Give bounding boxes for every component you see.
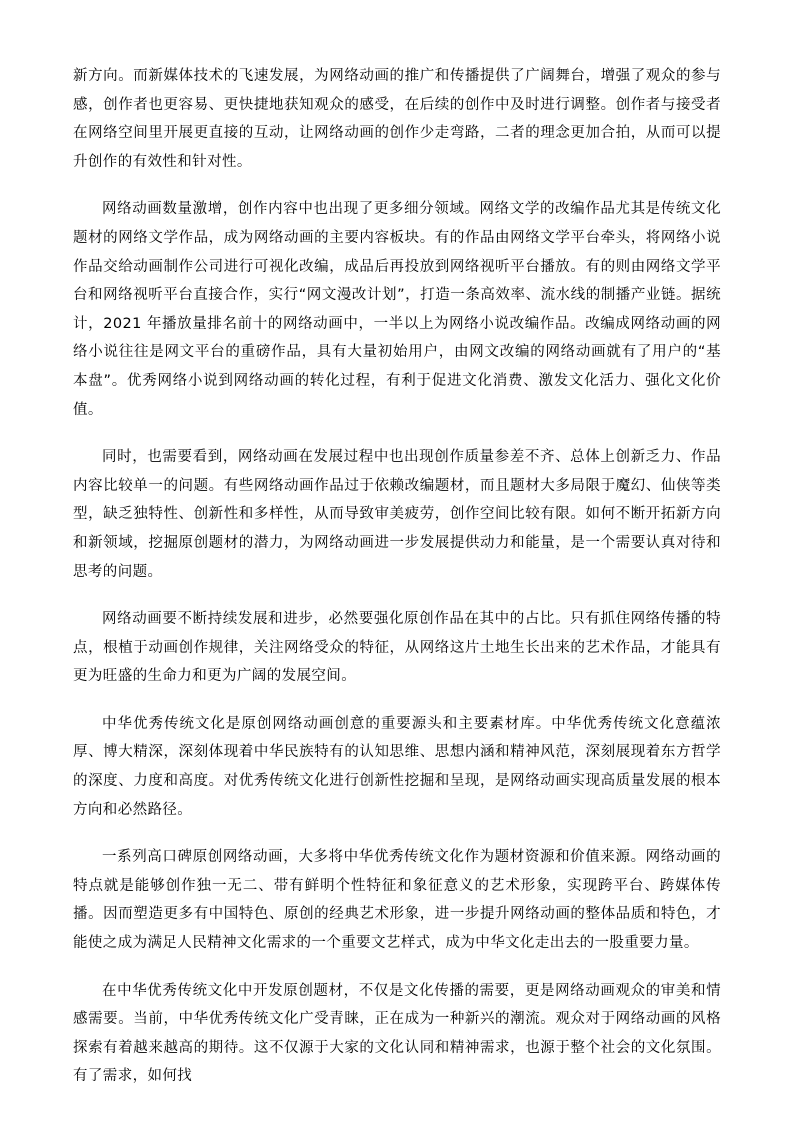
paragraph-1: 新方向。而新媒体技术的飞速发展，为网络动画的推广和传播提供了广阔舞台，增强了观众的参与感，创作者也更容易、更快捷地获知观众的感受，在后续的创作中及时进行调整。创作者与接受者在网络空间里开展更直接的互动，让网络动画的创作少走弯路，二者的理念更加合拍，从而可以提升创作的有效性和针对性。 bbox=[73, 68, 721, 170]
paragraph-3: 同时，也需要看到，网络动画在发展过程中也出现创作质量参差不齐、总体上创新乏力、作品内容比较单一的问题。有些网络动画作品过于依赖改编题材，而且题材大多局限于魔幻、仙侠等类型，缺乏独特性、创新性和多样性，从而导致审美疲劳，创作空间比较有限。如何不断开拓新方向和新领域，挖掘原创题材的潜力，为网络动画进一步发展提供动力和能量，是一个需要认真对待和思考的问题。 bbox=[73, 449, 721, 580]
paragraph-4: 网络动画要不断持续发展和进步，必然要强化原创作品在其中的占比。只有抓住网络传播的特点，根植于动画创作规律，关注网络受众的特征，从网络这片土地生长出来的艺术作品，才能具有更为旺盛的生命力和更为广阔的发展空间。 bbox=[73, 611, 721, 685]
paragraph-6: 一系列高口碑原创网络动画，大多将中华优秀传统文化作为题材资源和价值来源。网络动画的特点就是能够创作独一无二、带有鲜明个性特征和象征意义的艺术形象，实现跨平台、跨媒体传播。因而塑造更多有中国特色、原创的经典艺术形象，进一步提升网络动画的整体品质和特色，才能使之成为满足人民精神文化需求的一个重要文艺样式，成为中华文化走出去的一股重要力量。 bbox=[73, 849, 721, 952]
paragraph-7: 在中华优秀传统文化中开发原创题材，不仅是文化传播的需要，更是网络动画观众的审美和情感需要。当前，中华优秀传统文化广受青睐，正在成为一种新兴的潮流。观众对于网络动画的风格探索有着越来越高的期待。这不仅源于大家的文化认同和精神需求，也源于整个社会的文化氛围。有了需求，如何找 bbox=[73, 982, 721, 1085]
document-page bbox=[73, 62, 721, 1110]
paragraph-2: 网络动画数量激增，创作内容中也出现了更多细分领域。网络文学的改编作品尤其是传统文化题材的网络文学作品，成为网络动画的主要内容板块。有的作品由网络文学平台牵头，将网络小说作品交给动画制作公司进行可视化改编，成品后再投放到网络视听平台播放。有的则由网络文学平台和网络视听平台直接合作，实行“网文漫改计划”，打造一条高效率、流水线的制播产业链。据统计，2021 年播放量排名前十的网络动画中，一半以上为网络小说改编作品。改编成网络动画的网络小说往往是网文平台的重磅作品，具有大量初始用户，由网文改编的网络动画就有了用户的“基本盘”。优秀网络小说到网络动画的转化过程，有利于促进文化消费、激发文化活力、强化文化价值。 bbox=[73, 201, 721, 418]
paragraph-5: 中华优秀传统文化是原创网络动画创意的重要源头和主要素材库。中华优秀传统文化意蕴浓厚、博大精深，深刻体现着中华民族特有的认知思维、思想内涵和精神风范，深刻展现着东方哲学的深度、力度和高度。对优秀传统文化进行创新性挖掘和呈现，是网络动画实现高质量发展的根本方向和必然路径。 bbox=[73, 715, 721, 818]
